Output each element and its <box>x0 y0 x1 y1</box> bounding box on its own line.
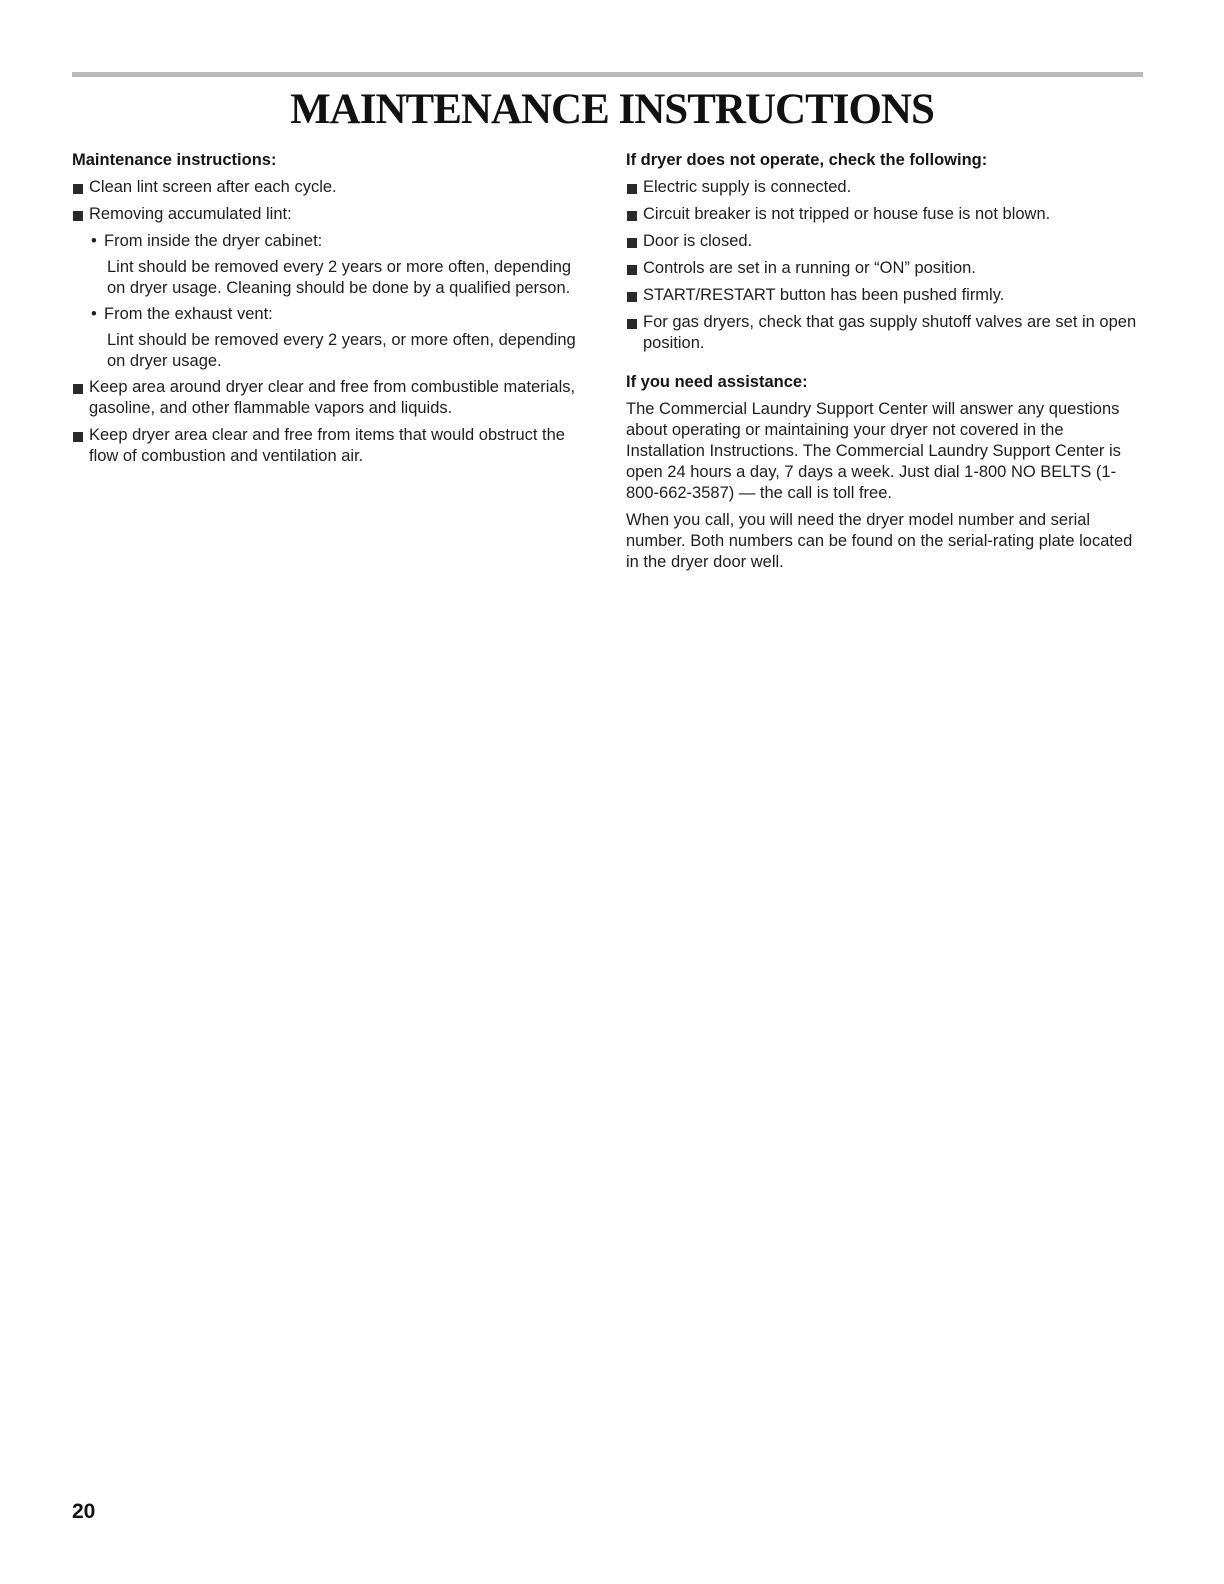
bullet-combustible: Keep area around dryer clear and free from combustible materials, gasoline, and other flammable vapors and liquids. <box>72 377 592 419</box>
assistance-heading: If you need assistance: <box>626 373 808 391</box>
check-item: For gas dryers, check that gas supply shutoff valves are set in open position. <box>626 312 1146 354</box>
assistance-paragraph: The Commercial Laundry Support Center will answer any questions about operating or maintaining your dryer not covered in the Installation Instructions. The Commercial Laundry Support Center is open 24 hours a day, 7 days a week. Just dial 1-800 NO BELTS (1-800-662-3587) — the call is toll free. <box>626 400 1121 502</box>
troubleshoot-column <box>626 150 1146 579</box>
page-number: 20 <box>72 1500 96 1523</box>
header-rule <box>72 72 1143 77</box>
sub-text-cabinet: Lint should be removed every 2 years or more often, depending on dryer usage. Cleaning should be done by a qualified person. <box>107 258 572 297</box>
check-item: START/RESTART button has been pushed firmly. <box>626 285 1146 306</box>
troubleshoot-heading: If dryer does not operate, check the following: <box>626 151 988 169</box>
maintenance-column <box>72 150 592 473</box>
sub-bullet-cabinet: • From inside the dryer cabinet: <box>72 231 592 252</box>
sub-bullet-exhaust: • From the exhaust vent: <box>72 304 592 325</box>
bullet-clean-lint: Clean lint screen after each cycle. <box>72 177 592 198</box>
maintenance-heading: Maintenance instructions: <box>72 151 277 169</box>
call-info-paragraph: When you call, you will need the dryer model number and serial number. Both numbers can be found on the serial-rating plate located in the dryer door well. <box>626 511 1133 571</box>
bullet-removing-lint: Removing accumulated lint: <box>72 204 592 225</box>
bullet-obstruct: Keep dryer area clear and free from items that would obstruct the flow of combustion and ventilation air. <box>72 425 592 467</box>
check-item: Door is closed. <box>626 231 1146 252</box>
check-item: Controls are set in a running or “ON” position. <box>626 258 1146 279</box>
check-item: Circuit breaker is not tripped or house fuse is not blown. <box>626 204 1146 225</box>
sub-text-exhaust: Lint should be removed every 2 years, or more often, depending on dryer usage. <box>107 331 576 370</box>
page-title: MAINTENANCE INSTRUCTIONS <box>290 86 934 133</box>
check-item: Electric supply is connected. <box>626 177 1146 198</box>
